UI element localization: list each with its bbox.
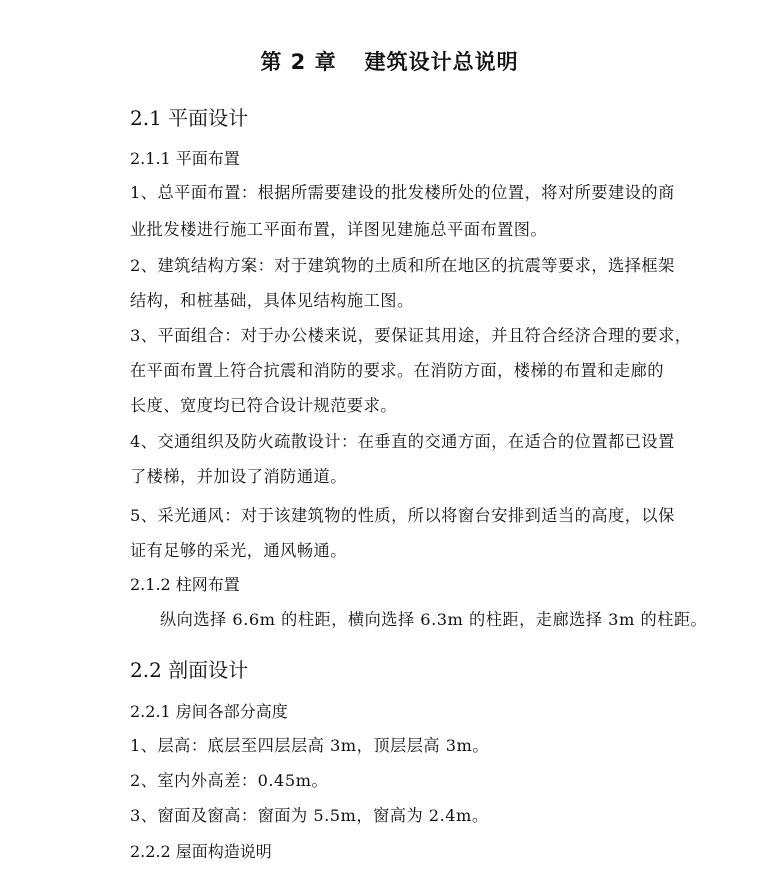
paragraph-line: 2、建筑结构方案：对于建筑物的土质和所在地区的抗震等要求，选择框架: [130, 256, 675, 275]
paragraph-line: 在平面布置上符合抗震和消防的要求。在消防方面，楼梯的布置和走廊的: [130, 361, 664, 380]
paragraph-line: 了楼梯，并加设了消防通道。: [130, 467, 347, 486]
chapter-number: 第 2 章: [260, 50, 337, 74]
subsection-heading-2-1-1: 2.1.1 平面布置: [130, 149, 240, 168]
paragraph-line: 4、交通组织及防火疏散设计：在垂直的交通方面，在适合的位置都已设置: [130, 432, 675, 451]
paragraph-line: 1、层高：底层至四层层高 3m，顶层层高 3m。: [130, 736, 490, 755]
subsection-heading-2-2-1: 2.2.1 房间各部分高度: [130, 702, 288, 721]
paragraph-line: 5、采光通风：对于该建筑物的性质，所以将窗台安排到适当的高度，以保: [130, 506, 675, 525]
paragraph-line: 1、总平面布置：根据所需要建设的批发楼所处的位置，将对所要建设的商: [130, 183, 675, 202]
subsection-heading-2-1-2: 2.1.2 柱网布置: [130, 575, 240, 594]
subsection-heading-2-2-2: 2.2.2 屋面构造说明: [130, 842, 272, 861]
paragraph-line: 业批发楼进行施工平面布置，详图见建施总平面布置图。: [130, 220, 548, 239]
section-heading-2-1: 2.1 平面设计: [130, 106, 249, 130]
paragraph-line: 3、窗面及窗高：窗面为 5.5m，窗高为 2.4m。: [130, 806, 489, 825]
chapter-name: 建筑设计总说明: [364, 50, 519, 74]
chapter-title: [0, 46, 779, 76]
paragraph-line: 结构，和桩基础，具体见结构施工图。: [130, 291, 414, 310]
paragraph-line: 纵向选择 6.6m 的柱距，横向选择 6.3m 的柱距，走廊选择 3m 的柱距。: [160, 610, 708, 629]
paragraph-line: 2、室内外高差：0.45m。: [130, 771, 329, 790]
paragraph-line: 长度、宽度均已符合设计规范要求。: [130, 396, 397, 415]
paragraph-line: 3、平面组合：对于办公楼来说，要保证其用途，并且符合经济合理的要求，: [130, 326, 692, 345]
section-heading-2-2: 2.2 剖面设计: [130, 658, 249, 682]
paragraph-line: 证有足够的采光，通风畅通。: [130, 541, 347, 560]
